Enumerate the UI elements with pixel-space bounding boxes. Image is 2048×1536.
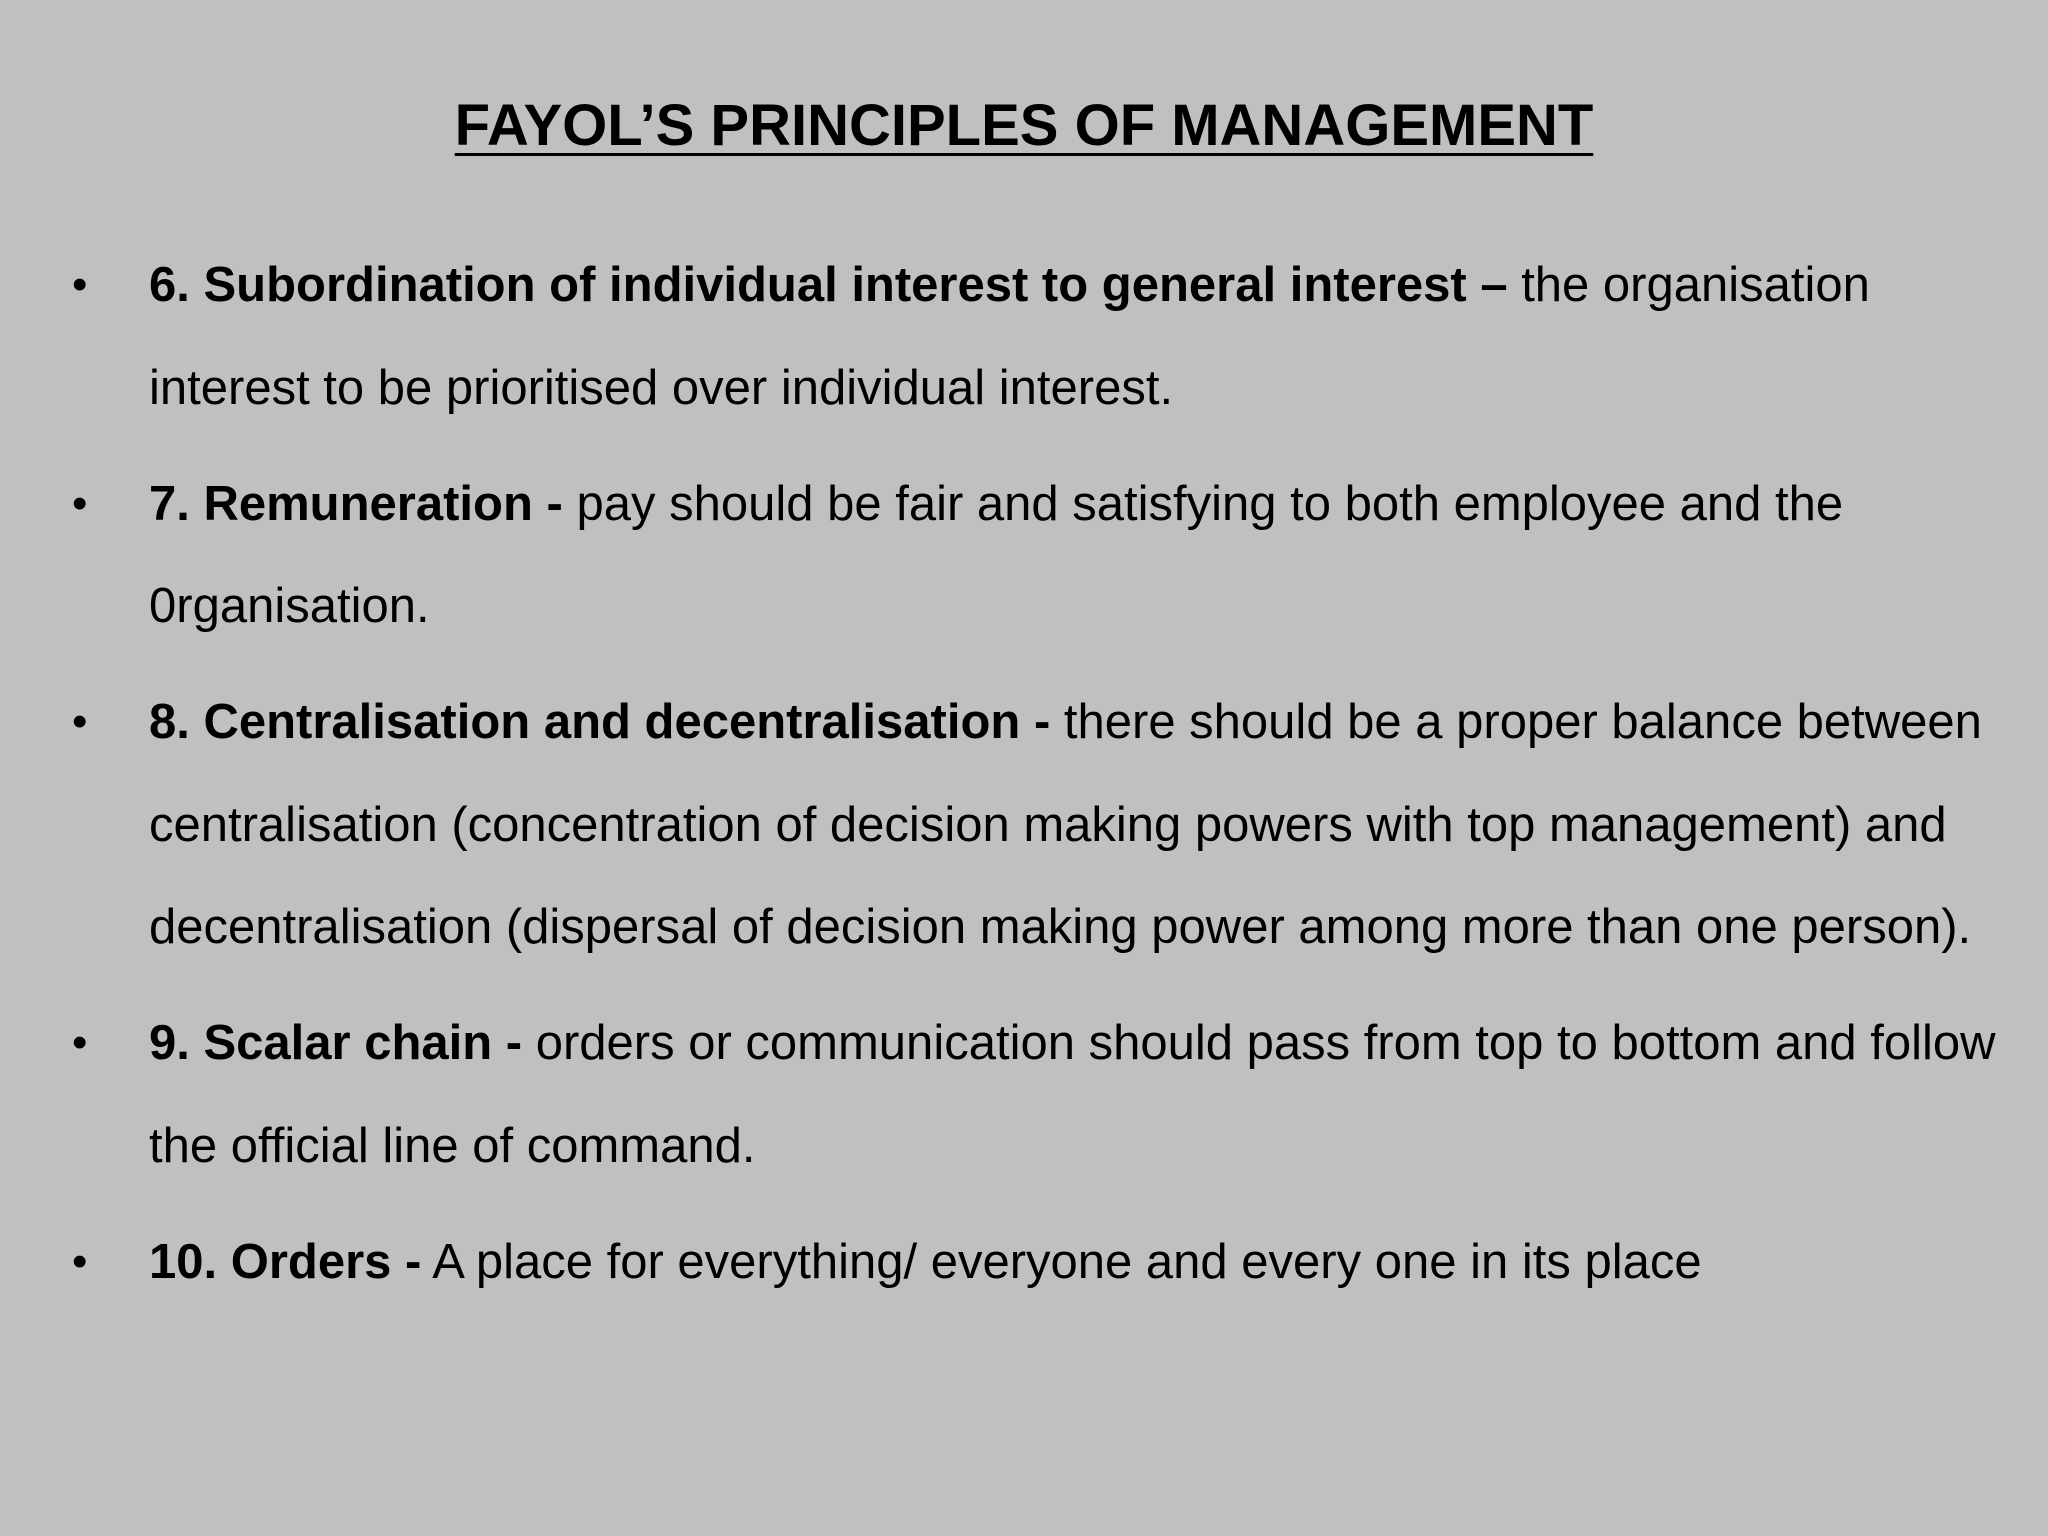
principle-description: the organisation interest to be prioritised over individual interest. xyxy=(149,258,1870,415)
bullet-icon: • xyxy=(72,478,88,528)
principle-description: A place for everything/ everyone and every one in its place xyxy=(421,1234,1702,1289)
principle-heading: 7. Remuneration - xyxy=(149,476,563,531)
principle-item-7 xyxy=(0,453,2048,658)
bullet-icon: • xyxy=(72,1018,88,1067)
slide-title: FAYOL’S PRINCIPLES OF MANAGEMENT xyxy=(454,93,1594,158)
principle-description: there should be a proper balance between centralisation (concentration of decision making powers with top management) and decentralisation (dispersal of decision making power among more than one person). xyxy=(149,695,1982,954)
principle-item-9 xyxy=(0,992,2048,1197)
principle-heading: 9. Scalar chain - xyxy=(149,1016,523,1070)
bullet-icon: • xyxy=(72,697,88,746)
bullet-icon: • xyxy=(72,1236,88,1286)
principles-list xyxy=(0,234,2048,1327)
principle-item-10 xyxy=(0,1211,2048,1314)
principle-heading: 6. Subordination of individual interest to general interest – xyxy=(149,258,1508,312)
principle-description: pay should be fair and satisfying to both employee and the 0rganisation. xyxy=(149,476,1844,633)
principle-heading: 8. Centralisation and decentralisation - xyxy=(149,695,1051,749)
principle-description: orders or communication should pass from top to bottom and follow the official line of command. xyxy=(149,1016,1996,1173)
principle-heading: 10. Orders - xyxy=(149,1234,422,1289)
principle-item-8 xyxy=(0,671,2048,979)
principle-item-6 xyxy=(0,234,2048,439)
bullet-icon: • xyxy=(72,260,88,309)
